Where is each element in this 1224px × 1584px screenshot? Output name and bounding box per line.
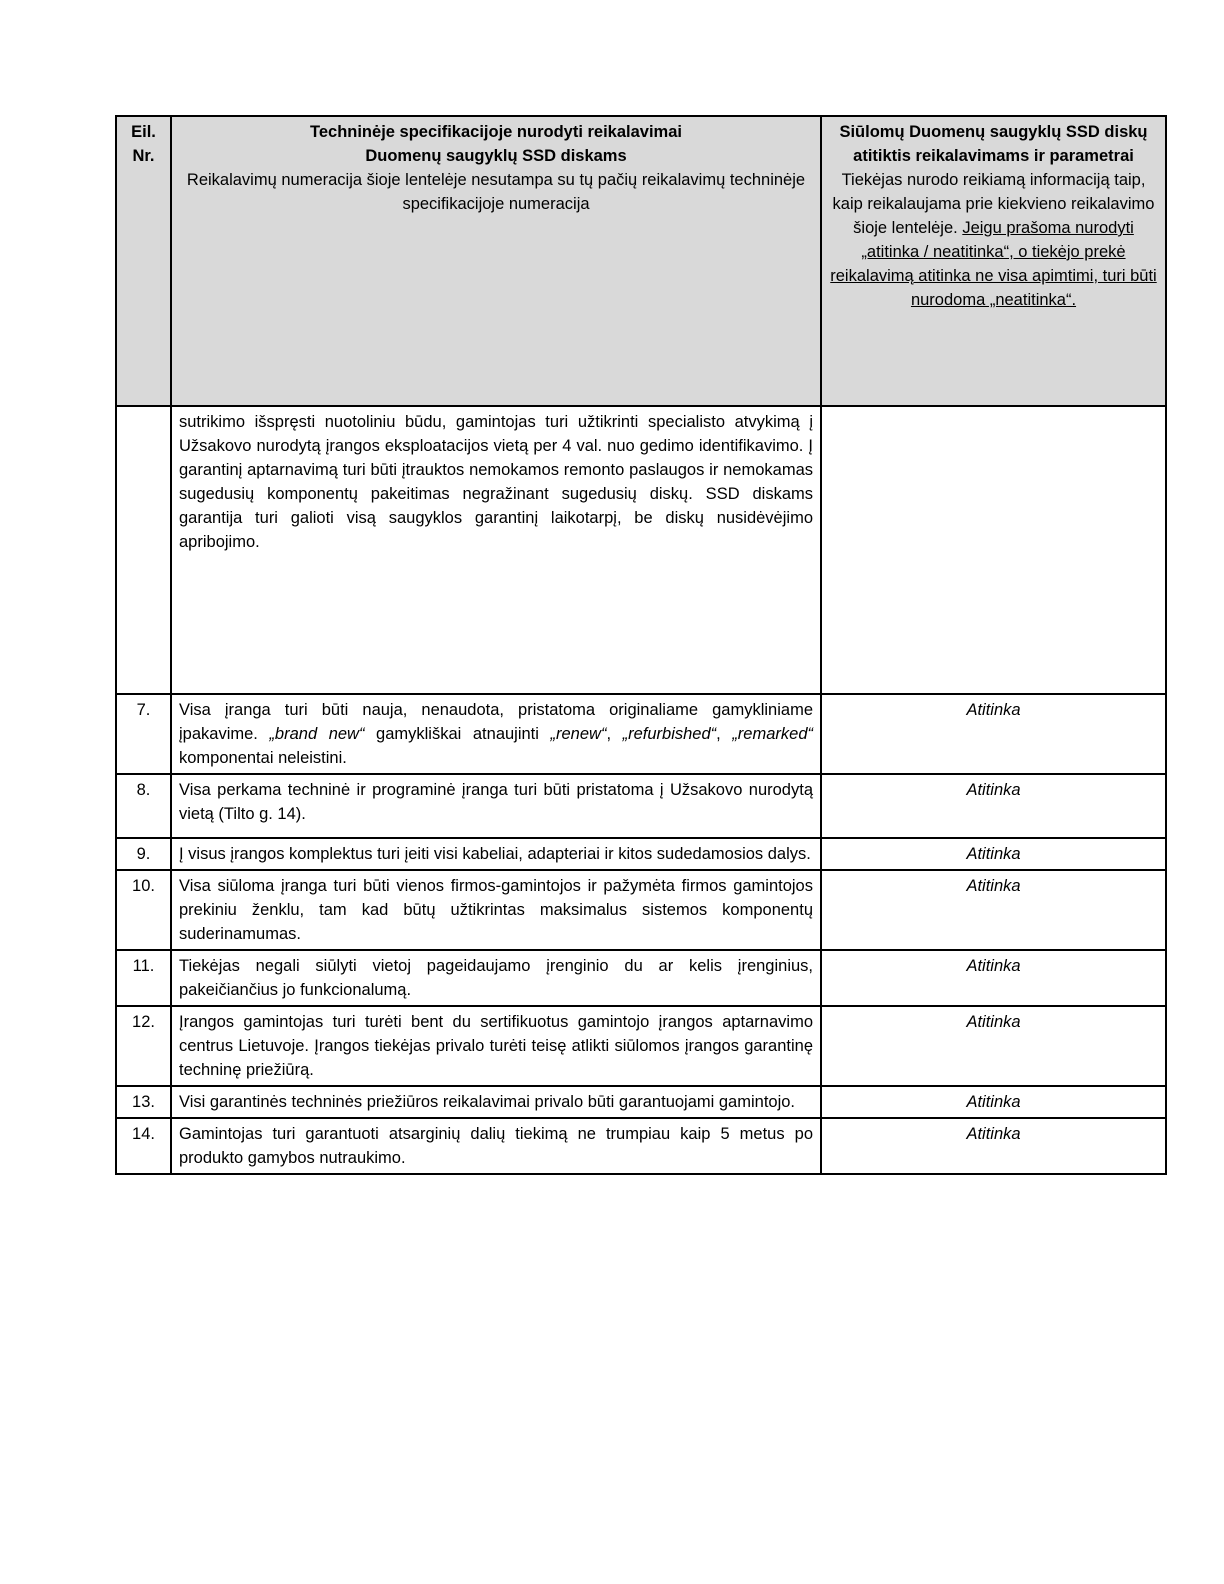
requirement-text-part-italic: „remarked“ (732, 725, 813, 743)
compliance-note (829, 168, 1158, 312)
header-cell-eil-nr (116, 116, 171, 406)
status-cell (821, 406, 1166, 694)
compliance-title: Siūlomų Duomenų saugyklų SSD diskų atitiktis reikalavimams ir parametrai (839, 123, 1148, 165)
spec-note: Reikalavimų numeracija šioje lentelėje nesutampa su tų pačių reikalavimų techninėje specifikacijoje numeracija (186, 171, 806, 213)
status-cell: Atitinka (821, 870, 1166, 950)
table-row-11 (116, 950, 1166, 1006)
table-row-12 (116, 1006, 1166, 1086)
requirement-cell: Visa perkama techninė ir programinė įranga turi būti pristatoma į Užsakovo nurodytą vietą (Tilto g. 14). (171, 774, 821, 838)
table-row-13 (116, 1086, 1166, 1118)
requirement-text-part: komponentai neleistini. (179, 749, 347, 767)
header-cell-compliance (821, 116, 1166, 406)
spec-title-line1: Techninėje specifikacijoje nurodyti reikalavimai (309, 123, 682, 141)
spec-title-line2: Duomenų saugyklų SSD diskams (365, 147, 627, 165)
table-row-7 (116, 694, 1166, 774)
table-row-10 (116, 870, 1166, 950)
requirement-text-part-italic: „refurbished“ (622, 725, 717, 743)
header-cell-specification (171, 116, 821, 406)
requirements-table (115, 115, 1167, 1175)
status-cell: Atitinka (821, 774, 1166, 838)
requirement-cell (171, 694, 821, 774)
table-row-9 (116, 838, 1166, 870)
row-number-cell: 11. (116, 950, 171, 1006)
row-number-cell: 7. (116, 694, 171, 774)
header-row (116, 116, 1166, 406)
row-number-cell: 13. (116, 1086, 171, 1118)
row-number-cell (116, 406, 171, 694)
status-cell: Atitinka (821, 1086, 1166, 1118)
requirement-cell: Į visus įrangos komplektus turi įeiti visi kabeliai, adapteriai ir kitos sudedamosios dalys. (171, 838, 821, 870)
requirement-text-part-italic: „brand new“ (269, 725, 365, 743)
table-row-14 (116, 1118, 1166, 1174)
row-number-cell: 8. (116, 774, 171, 838)
requirement-text-part: Visa įranga turi būti nauja, nenaudota, pristatoma originaliame gamykliniame įpakavime. (179, 701, 813, 743)
status-cell: Atitinka (821, 838, 1166, 870)
requirement-text-part: gamykliškai atnaujinti (364, 725, 551, 743)
row-number-cell: 14. (116, 1118, 171, 1174)
status-cell: Atitinka (821, 1118, 1166, 1174)
requirement-cell: Tiekėjas negali siūlyti vietoj pageidaujamo įrenginio du ar kelis įrenginius, pakeičiančius jo funkcionalumą. (171, 950, 821, 1006)
continuation-text-cell: sutrikimo išspręsti nuotoliniu būdu, gamintojas turi užtikrinti specialisto atvykimą į Užsakovo nurodytą įrangos eksploatacijos vietą per 4 val. nuo gedimo identifikavimo. Į garantinį aptarnavimą turi būti įtrauktos nemokamos remonto paslaugos ir nemokamas sugedusių komponentų pakeitimas negražinant sugedusių diskų. SSD diskams garantija turi galioti visą saugyklos garantinį laikotarpį, be diskų nusidėvėjimo apribojimo. (171, 406, 821, 694)
requirement-cell: Gamintojas turi garantuoti atsarginių dalių tiekimą ne trumpiau kaip 5 metus po produkto gamybos nutraukimo. (171, 1118, 821, 1174)
row-number-cell: 10. (116, 870, 171, 950)
requirement-cell: Įrangos gamintojas turi turėti bent du sertifikuotus gamintojo įrangos aptarnavimo centrus Lietuvoje. Įrangos tiekėjas privalo turėti teisę atlikti siūlomos įrangos garantinę techninę priežiūrą. (171, 1006, 821, 1086)
status-cell: Atitinka (821, 1006, 1166, 1086)
table-row-8 (116, 774, 1166, 838)
continuation-row (116, 406, 1166, 694)
row-number-cell: 9. (116, 838, 171, 870)
requirement-cell: Visa siūloma įranga turi būti vienos firmos-gamintojos ir pažymėta firmos gamintojos prekiniu ženklu, tam kad būtų užtikrintas maksimalus sistemos komponentų suderinamumas. (171, 870, 821, 950)
requirement-cell: Visi garantinės techninės priežiūros reikalavimai privalo būti garantuojami gamintojo. (171, 1086, 821, 1118)
compliance-note-plain: Tiekėjas nurodo reikiamą informaciją taip, kaip reikalaujama prie kiekvieno reikalavimo šioje lentelėje. (832, 171, 1155, 237)
status-cell: Atitinka (821, 950, 1166, 1006)
requirement-text-part: , (606, 725, 623, 743)
requirement-text-part: , (716, 725, 733, 743)
requirement-text-part-italic: „renew“ (550, 725, 607, 743)
header-eil-line2: Nr. (132, 147, 155, 165)
status-cell: Atitinka (821, 694, 1166, 774)
row-number-cell: 12. (116, 1006, 171, 1086)
header-eil-line1: Eil. (131, 123, 156, 141)
compliance-note-underlined: Jeigu prašoma nurodyti „atitinka / neatitinka“, o tiekėjo prekė reikalavimą atitinka ne visa apimtimi, turi būti nurodoma „neatitinka“. (830, 219, 1157, 309)
